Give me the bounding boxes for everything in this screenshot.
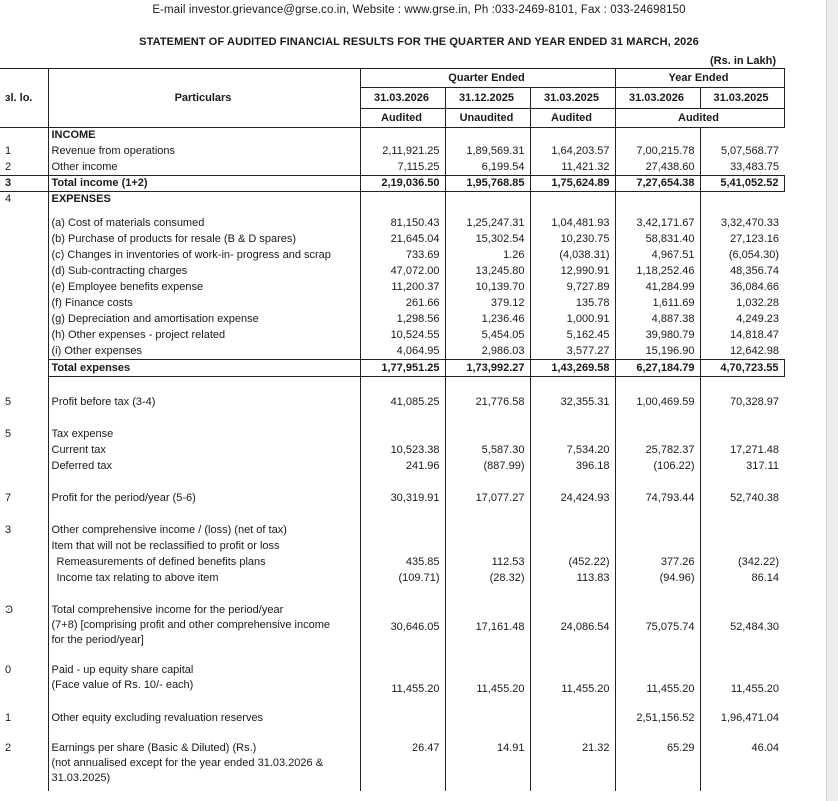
- audit-status-2: Unaudited: [445, 109, 530, 128]
- total-expenses-row: Total expenses 1,77,951.25 1,73,992.27 1,43,269.58 6,27,184.79 4,70,723.55: [0, 360, 784, 377]
- table-row: (d) Sub-contracting charges 47,072.00 13,245.80 12,990.91 1,18,252.46 48,356.74: [0, 264, 784, 280]
- statement-title: STATEMENT OF AUDITED FINANCIAL RESULTS FOR THE QUARTER AND YEAR ENDED 31 MARCH, 2026: [139, 36, 699, 48]
- table-row: (h) Other expenses - project related 10,524.55 5,454.05 5,162.45 39,980.79 14,818.47: [0, 328, 784, 344]
- table-row: Current tax 10,523.38 5,587.30 7,534.20 25,782.37 17,271.48: [0, 443, 784, 459]
- table-row: (b) Purchase of products for resale (B & D spares) 21,645.04 15,302.54 10,230.75 58,831.40 27,123.16: [0, 232, 784, 248]
- date-col-3: 31.03.2025: [530, 88, 615, 109]
- table-row: 1 Other equity excluding revaluation reserves 2,51,156.52 1,96,471.04: [0, 711, 784, 727]
- date-col-2: 31.12.2025: [445, 88, 530, 109]
- audit-status-3: Audited: [530, 109, 615, 128]
- quarter-ended-header: Quarter Ended: [360, 69, 615, 88]
- contact-line: E-mail investor.grievance@grse.co.in, Website : www.grse.in, Ph :033-2469-8101, Fax : 033-24698150: [152, 4, 686, 16]
- table-row: Remeasurements of defined benefits plans 435.85 112.53 (452.22) 377.26 (342.22): [0, 555, 784, 571]
- table-row: 7 Profit for the period/year (5-6) 30,319.91 17,077.27 24,424.93 74,793.44 52,740.38: [0, 491, 784, 507]
- table-row: 1 Revenue from operations 2,11,921.25 1,89,569.31 1,64,203.57 7,00,215.78 5,07,568.77: [0, 144, 784, 160]
- unit-note: (Rs. in Lakh): [709, 55, 776, 67]
- table-row: (e) Employee benefits expense 11,200.37 10,139.70 9,727.89 41,284.99 36,084.66: [0, 280, 784, 296]
- table-row: (i) Other expenses 4,064.95 2,986.03 3,577.27 15,196.90 12,642.98: [0, 344, 784, 360]
- sl-no-header: ɜl. lo.: [0, 69, 48, 128]
- table-row: 0 Paid - up equity share capital (Face value of Rs. 10/- each) 11,455.20 11,455.20 11,455.20 11,455.20 11,455.20: [5, 663, 779, 695]
- financial-results-table: ɜl. lo. Particulars Quarter Ended Year Ended 31.03.2026 31.12.2025 31.03.2025 31.03.2026 31.03.2025 Audited Unaudited Audited Audited INCOME 1 Revenue from operations 2,11,921.25 1,89,569.31 1,64,203.57 7,00,215.78 5,07,568.77 2 Other income 7,115.25 6,199.54 11,421.32 27,438.60 33,483.75 3 Total income (1+2) 2,19,036.50 1,95,768.85 1,75,624.89 7,27,654.38 5,41,052.52 4 EXPENSES (a) Cost of materials consumed 81,150.43 1,25,247.31 1,04,481.93 3,42,171.67 3,32,470.33 (b) Purchase of products for resale (B & D spares) 21,645.04 15,302.54 10,230.75 58,831.40 27,123.16 (c) Changes in inventories of work-in- progress and scrap 733.69 1.26 (4,038.31) 4,967.51 (6,054.30) (d) Sub-contracting charges 47,072.00 13,245.80 12,990.91 1,18,252.46 48,356.74 (e) Employee benefits expense 11,200.37 10,139.70 9,727.89 41,284.99 36,084.66 (f) Finance costs 261.66 379.12 135.78 1,611.69 1,032.28 (g) Depreciation and amortisation expense 1,298.56 1,236.46 1,000.91 4,887.38 4,249.23 (h) Other expenses - project related 10,524.55 5,454.05 5,162.45 39,980.79 14,818.47 (i) Other expenses 4,064.95 2,986.03 3,577.27 15,196.90 12,642.98 Total expenses 1,77,951.25 1,73,992.27 1,43,269.58 6,27,184.79 4,70,723.55 5 Profit before tax (3-4) 41,085.25 21,776.58 32,355.31 1,00,469.59 70,328.97 5 Tax expense Current tax 10,523.38 5,587.30 7,534.20 25,782.37 17,271.48 Deferred tax 241.96 (887.99) 396.18 (106.22) 317.11 7 Profit for the period/year (5-6) 30,319.91 17,077.27 24,424.93 74,793.44 52,740.38 3 Other comprehensive income / (loss) (net of tax) Item that will not be reclassified to profit or loss Remeasurements of defined benefits plans 435.85 112.53 (452.22) 377.26 (342.22) Income tax relating to above item (109.71) (28.32) 113.83 (94.96) 86.14 Ͽ Total comprehensive income for the period/year (7+8) [comprising profit and other comprehensive income for the period/year] 30,646.05 17,161.48 24,086.54 75,075.74 52,484.30 0 Paid - up equity share capital (Face value of Rs. 10/- each) 11,455.20 11,455.20 11,455.20 11,455.20 11,455.20 1 Other equity excluding revaluation reserves 2,51,156.52 1,96,471.04 2 Earnings per share (Basic & Diluted) (Rs.) (not annualised except for the year ended 31.03.2026 & 31.03.2025) 26.47 14.91 21.32 65.29 46.04: [0, 68, 785, 791]
- date-col-4: 31.03.2026: [615, 88, 700, 109]
- table-row: Ͽ Total comprehensive income for the period/year (7+8) [comprising profit and other comprehensive income for the period/year] 30,646.05 17,161.48 24,086.54 75,075.74 52,484.30: [0, 603, 784, 653]
- date-col-5: 31.03.2025: [700, 88, 784, 109]
- table-row: 2 Earnings per share (Basic & Diluted) (Rs.) (not annualised except for the year ended 31.03.2026 & 31.03.2025) 26.47 14.91 21.32 65.29 46.04: [0, 741, 784, 791]
- table-row: (g) Depreciation and amortisation expense 1,298.56 1,236.46 1,000.91 4,887.38 4,249.23: [0, 312, 784, 328]
- date-col-1: 31.03.2026: [360, 88, 445, 109]
- table-row: (a) Cost of materials consumed 81,150.43 1,25,247.31 1,04,481.93 3,42,171.67 3,32,470.33: [0, 216, 784, 232]
- income-heading: INCOME: [48, 128, 360, 144]
- expenses-heading: EXPENSES: [48, 192, 360, 208]
- page-edge: [826, 0, 838, 801]
- table-row: 2 Other income 7,115.25 6,199.54 11,421.32 27,438.60 33,483.75: [0, 160, 784, 176]
- particulars-header: Particulars: [48, 69, 360, 128]
- table-row: (f) Finance costs 261.66 379.12 135.78 1,611.69 1,032.28: [0, 296, 784, 312]
- audit-status-1: Audited: [360, 109, 445, 128]
- table-row: (c) Changes in inventories of work-in- progress and scrap 733.69 1.26 (4,038.31) 4,967.51 (6,054.30): [0, 248, 784, 264]
- audit-status-year: Audited: [615, 109, 784, 128]
- table-row: 5 Profit before tax (3-4) 41,085.25 21,776.58 32,355.31 1,00,469.59 70,328.97: [0, 395, 784, 411]
- table-row: Deferred tax 241.96 (887.99) 396.18 (106.22) 317.11: [0, 459, 784, 475]
- table-row: Income tax relating to above item (109.71) (28.32) 113.83 (94.96) 86.14: [0, 571, 784, 587]
- year-ended-header: Year Ended: [615, 69, 784, 88]
- total-income-row: 3 Total income (1+2) 2,19,036.50 1,95,768.85 1,75,624.89 7,27,654.38 5,41,052.52: [0, 176, 784, 192]
